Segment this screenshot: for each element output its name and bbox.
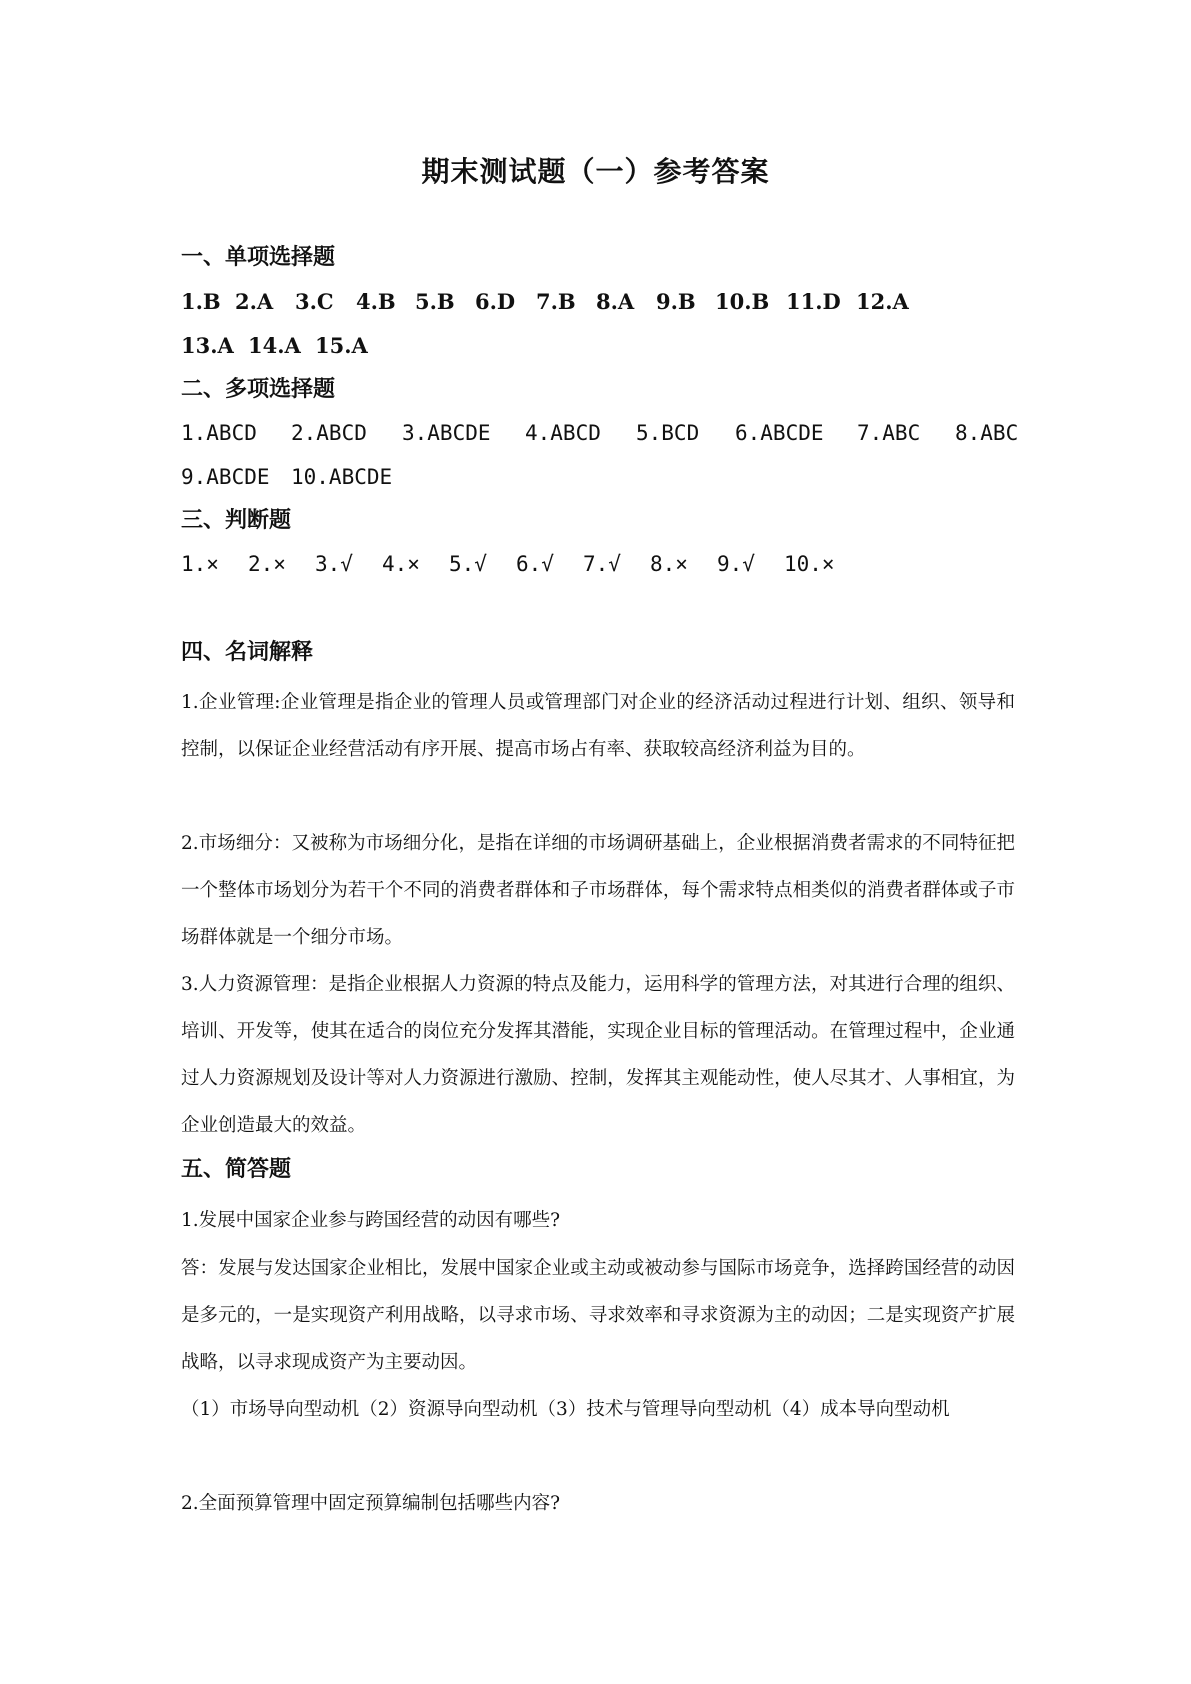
answer-item: 10.× bbox=[784, 552, 835, 576]
answer-item: 2.ABCD bbox=[291, 421, 367, 445]
answer-item: 5.√ bbox=[449, 552, 487, 576]
section-heading-short-answer: 五、简答题 bbox=[181, 1156, 292, 1182]
answer-item: 7.ABC bbox=[857, 421, 921, 445]
answer-item: 3.√ bbox=[315, 552, 353, 576]
question-text: 2.全面预算管理中固定预算编制包括哪些内容? bbox=[181, 1493, 561, 1514]
answer-item: 2.A bbox=[235, 289, 274, 314]
answer-item: 8.ABC bbox=[955, 421, 1019, 445]
term-definition: 2.市场细分：又被称为市场细分化，是指在详细的市场调研基础上，企业根据消费者需求的不同特征把一个整体市场划分为若干个不同的消费者群体和子市场群体，每个需求特点相类似的消费者群体或子市场群体就是一个细分市场。 bbox=[181, 833, 1015, 948]
answer-row bbox=[181, 417, 1021, 449]
answer-item: 3.C bbox=[295, 289, 334, 314]
answer-item: 6.√ bbox=[516, 552, 554, 576]
answer-text: （1）市场导向型动机（2）资源导向型动机（3）技术与管理导向型动机（4）成本导向型动机 bbox=[181, 1399, 950, 1420]
term-definition: 3.人力资源管理：是指企业根据人力资源的特点及能力，运用科学的管理方法，对其进行合理的组织、培训、开发等，使其在适合的岗位充分发挥其潜能，实现企业目标的管理活动。在管理过程中，企业通过人力资源规划及设计等对人力资源进行激励、控制，发挥其主观能动性，使人尽其才、人事相宜，为企业创造最大的效益。 bbox=[181, 974, 1015, 1136]
answer-item: 1.× bbox=[181, 552, 219, 576]
answer-row bbox=[181, 286, 1021, 318]
answer-item: 5.BCD bbox=[636, 421, 700, 445]
answer-item: 9.ABCDE bbox=[181, 465, 270, 489]
answer-item: 9.B bbox=[656, 289, 696, 314]
answer-item: 14.A bbox=[248, 333, 301, 358]
answer-row bbox=[181, 461, 1021, 493]
answer-item: 15.A bbox=[315, 333, 368, 358]
answer-item: 4.× bbox=[382, 552, 420, 576]
answer-item: 11.D bbox=[786, 289, 841, 314]
section-heading-terms: 四、名词解释 bbox=[181, 639, 314, 665]
answer-item: 1.B bbox=[181, 289, 221, 314]
answer-item: 10.ABCDE bbox=[291, 465, 393, 489]
answer-item: 4.B bbox=[356, 289, 396, 314]
answer-item: 1.ABCD bbox=[181, 421, 257, 445]
answer-item: 4.ABCD bbox=[525, 421, 601, 445]
answer-item: 8.× bbox=[650, 552, 688, 576]
page-title: 期末测试题（一）参考答案 bbox=[421, 155, 770, 188]
section-heading-single-choice: 一、单项选择题 bbox=[181, 244, 336, 270]
question-text: 1.发展中国家企业参与跨国经营的动因有哪些? bbox=[181, 1210, 561, 1231]
answer-item: 3.ABCDE bbox=[402, 421, 491, 445]
answer-item: 8.A bbox=[596, 289, 635, 314]
section-heading-true-false: 三、判断题 bbox=[181, 507, 292, 533]
answer-item: 12.A bbox=[856, 289, 909, 314]
answer-item: 10.B bbox=[715, 289, 770, 314]
answer-text: 答：发展与发达国家企业相比，发展中国家企业或主动或被动参与国际市场竞争，选择跨国经营的动因是多元的，一是实现资产利用战略，以寻求市场、寻求效率和寻求资源为主的动因；二是实现资产扩展战略，以寻求现成资产为主要动因。 bbox=[181, 1258, 1015, 1373]
term-definition: 1.企业管理:企业管理是指企业的管理人员或管理部门对企业的经济活动过程进行计划、组织、领导和控制，以保证企业经营活动有序开展、提高市场占有率、获取较高经济利益为目的。 bbox=[181, 692, 1015, 760]
section-heading-multiple-choice: 二、多项选择题 bbox=[181, 376, 336, 402]
answer-row bbox=[181, 330, 1021, 362]
answer-item: 13.A bbox=[181, 333, 234, 358]
answer-item: 7.B bbox=[536, 289, 576, 314]
answer-item: 7.√ bbox=[583, 552, 621, 576]
answer-item: 2.× bbox=[248, 552, 286, 576]
answer-item: 9.√ bbox=[717, 552, 755, 576]
answer-row bbox=[181, 548, 1021, 580]
answer-item: 6.ABCDE bbox=[735, 421, 824, 445]
answer-item: 6.D bbox=[475, 289, 516, 314]
answer-item: 5.B bbox=[415, 289, 455, 314]
